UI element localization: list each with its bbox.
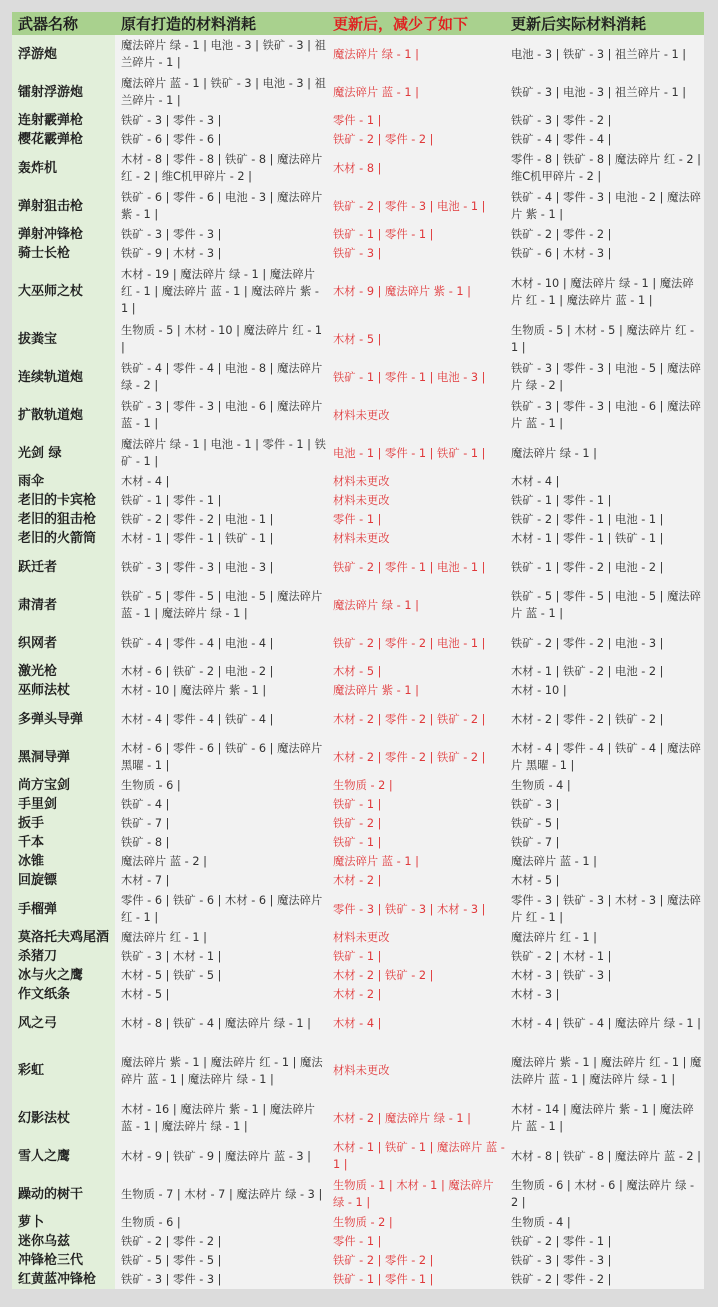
- actual-cost-cell: 木材 - 1 | 铁矿 - 2 | 电池 - 2 |: [511, 665, 664, 678]
- weapon-name-cell: 浮游炮: [12, 35, 115, 73]
- original-cost-cell: 铁矿 - 2 | 零件 - 2 |: [121, 1235, 222, 1248]
- reduced-amount-cell: 铁矿 - 1 |: [333, 836, 382, 849]
- actual-cost-cell: 电池 - 3 | 铁矿 - 3 | 祖兰碎片 - 1 |: [511, 47, 687, 61]
- reduced-amount-cell: 铁矿 - 2 | 零件 - 2 | 电池 - 1 |: [333, 636, 486, 650]
- weapon-name-cell: 肃清者: [12, 586, 115, 624]
- actual-cost-cell: 木材 - 10 |: [511, 684, 567, 697]
- table-row: [12, 548, 704, 586]
- table-row: [12, 852, 704, 871]
- original-cost-cell: 木材 - 8 | 铁矿 - 4 | 魔法碎片 绿 - 1 |: [121, 1016, 311, 1030]
- weapon-name-cell: 风之弓: [12, 1004, 115, 1042]
- weapon-name-cell: 莫洛托夫鸡尾酒: [12, 928, 115, 947]
- reduced-amount-cell: 生物质 - 2 |: [333, 779, 393, 792]
- original-cost-cell: 铁矿 - 8 |: [121, 836, 170, 849]
- original-cost-cell: 铁矿 - 4 | 零件 - 4 | 电池 - 4 |: [121, 636, 274, 650]
- table-row: [12, 871, 704, 890]
- actual-cost-cell: 铁矿 - 2 | 零件 - 2 | 电池 - 3 |: [511, 636, 664, 650]
- table-row: [12, 1175, 704, 1213]
- table-row: [12, 73, 704, 111]
- actual-cost-cell: 铁矿 - 3 | 电池 - 3 | 祖兰碎片 - 1 |: [511, 85, 687, 99]
- reduced-amount-cell: 魔法碎片 蓝 - 1 |: [333, 855, 419, 868]
- table-row: [12, 1270, 704, 1289]
- actual-cost-cell: 铁矿 - 5 |: [511, 817, 560, 830]
- table-row: [12, 814, 704, 833]
- original-cost-cell: 木材 - 1 | 零件 - 1 | 铁矿 - 1 |: [121, 532, 274, 545]
- reduced-amount-cell: 铁矿 - 1 | 零件 - 1 |: [333, 1273, 434, 1286]
- reduced-amount-cell: 魔法碎片 绿 - 1 |: [333, 47, 419, 61]
- actual-cost-cell: 生物质 - 6 | 木材 - 6 | 魔法碎片 绿 - 2 |: [511, 1179, 695, 1209]
- original-cost-cell: 木材 - 19 | 魔法碎片 绿 - 1 | 魔法碎片 红 - 1 | 魔法碎片 蓝 - 1 | 魔法碎片 紫 - 1 |: [121, 268, 319, 315]
- actual-cost-cell: 铁矿 - 3 | 零件 - 2 |: [511, 114, 612, 127]
- reduced-amount-cell: 铁矿 - 1 | 零件 - 1 | 电池 - 3 |: [333, 370, 486, 384]
- weapon-name-cell: 冰与火之鹰: [12, 966, 115, 985]
- weapon-name-cell: 杀猪刀: [12, 947, 115, 966]
- table-row: [12, 700, 704, 738]
- reduced-amount-cell: 木材 - 8 |: [333, 161, 382, 175]
- original-cost-cell: 铁矿 - 3 | 零件 - 3 |: [121, 1273, 222, 1286]
- actual-cost-cell: 铁矿 - 2 | 零件 - 1 | 电池 - 1 |: [511, 513, 664, 526]
- table-row: [12, 320, 704, 358]
- weapon-name-cell: 躁动的树干: [12, 1175, 115, 1213]
- actual-cost-cell: 生物质 - 4 |: [511, 779, 571, 792]
- table-row: [12, 472, 704, 491]
- weapon-name-cell: 镭射浮游炮: [12, 73, 115, 111]
- reduced-amount-cell: 铁矿 - 1 |: [333, 950, 382, 963]
- reduced-amount-cell: 铁矿 - 3 |: [333, 247, 382, 260]
- reduced-amount-cell: 木材 - 2 |: [333, 874, 382, 887]
- actual-cost-cell: 魔法碎片 蓝 - 1 |: [511, 855, 597, 868]
- reduced-amount-cell: 木材 - 2 | 铁矿 - 2 |: [333, 969, 434, 982]
- original-cost-cell: 木材 - 4 |: [121, 475, 170, 488]
- reduced-amount-cell: 铁矿 - 2 | 零件 - 1 | 电池 - 1 |: [333, 560, 486, 574]
- original-cost-cell: 铁矿 - 3 | 零件 - 3 |: [121, 228, 222, 241]
- table-row: [12, 130, 704, 149]
- table-body: [12, 35, 704, 1289]
- original-cost-cell: 木材 - 6 | 铁矿 - 2 | 电池 - 2 |: [121, 665, 274, 678]
- reduced-amount-cell: 铁矿 - 2 | 零件 - 3 | 电池 - 1 |: [333, 199, 486, 213]
- original-cost-cell: 生物质 - 6 |: [121, 779, 181, 792]
- table-row: [12, 1042, 704, 1099]
- actual-cost-cell: 零件 - 8 | 铁矿 - 8 | 魔法碎片 红 - 2 | 维C机甲碎片 - 2 |: [511, 153, 701, 183]
- weapon-name-cell: 光剑 绿: [12, 434, 115, 472]
- table-row: [12, 890, 704, 928]
- actual-cost-cell: 铁矿 - 7 |: [511, 836, 560, 849]
- actual-cost-cell: 木材 - 4 | 铁矿 - 4 | 魔法碎片 绿 - 1 |: [511, 1016, 701, 1030]
- table-row: [12, 795, 704, 814]
- weapon-name-cell: 冲锋枪三代: [12, 1251, 115, 1270]
- weapon-name-cell: 连射霰弹枪: [12, 111, 115, 130]
- table-row: [12, 1137, 704, 1175]
- table-row: [12, 833, 704, 852]
- table-row: [12, 1004, 704, 1042]
- table-row: [12, 434, 704, 472]
- actual-cost-cell: 铁矿 - 2 | 木材 - 1 |: [511, 950, 612, 963]
- weapon-name-cell: 雪人之鹰: [12, 1137, 115, 1175]
- reduced-amount-cell: 材料未更改: [333, 1064, 390, 1077]
- actual-cost-cell: 铁矿 - 2 | 零件 - 2 |: [511, 1273, 612, 1286]
- weapon-name-cell: 骑士长枪: [12, 244, 115, 263]
- weapon-name-cell: 迷你乌兹: [12, 1232, 115, 1251]
- original-cost-cell: 铁矿 - 3 | 零件 - 3 |: [121, 114, 222, 127]
- original-cost-cell: 魔法碎片 蓝 - 2 |: [121, 855, 207, 868]
- weapon-name-cell: 彩虹: [12, 1042, 115, 1099]
- actual-cost-cell: 铁矿 - 3 | 零件 - 3 | 电池 - 6 | 魔法碎片 蓝 - 1 |: [511, 400, 701, 430]
- reduced-amount-cell: 木材 - 2 | 零件 - 2 | 铁矿 - 2 |: [333, 750, 486, 764]
- reduced-amount-cell: 电池 - 1 | 零件 - 1 | 铁矿 - 1 |: [333, 446, 486, 460]
- header-reduced-amount: 更新后，减少了如下: [327, 12, 505, 35]
- actual-cost-cell: 魔法碎片 紫 - 1 | 魔法碎片 红 - 1 | 魔法碎片 蓝 - 1 | 魔法碎片 绿 - 1 |: [511, 1055, 702, 1086]
- header-original-cost: 原有打造的材料消耗: [115, 12, 327, 35]
- reduced-amount-cell: 魔法碎片 蓝 - 1 |: [333, 85, 419, 99]
- original-cost-cell: 木材 - 5 | 铁矿 - 5 |: [121, 969, 222, 982]
- weapon-name-cell: 手榴弹: [12, 890, 115, 928]
- reduced-amount-cell: 铁矿 - 2 | 零件 - 2 |: [333, 1254, 434, 1267]
- table-row: [12, 510, 704, 529]
- weapon-name-cell: 扳手: [12, 814, 115, 833]
- table-row: [12, 624, 704, 662]
- reduced-amount-cell: 生物质 - 2 |: [333, 1216, 393, 1229]
- actual-cost-cell: 铁矿 - 2 | 零件 - 2 |: [511, 228, 612, 241]
- weapon-name-cell: 巫师法杖: [12, 681, 115, 700]
- reduced-amount-cell: 铁矿 - 2 | 零件 - 2 |: [333, 133, 434, 146]
- reduced-amount-cell: 木材 - 4 |: [333, 1016, 382, 1030]
- weapon-name-cell: 冰锥: [12, 852, 115, 871]
- original-cost-cell: 铁矿 - 3 | 零件 - 3 | 电池 - 6 | 魔法碎片 蓝 - 1 |: [121, 400, 323, 430]
- table-row: [12, 529, 704, 548]
- original-cost-cell: 铁矿 - 6 | 零件 - 6 |: [121, 133, 222, 146]
- original-cost-cell: 铁矿 - 6 | 零件 - 6 | 电池 - 3 | 魔法碎片 紫 - 1 |: [121, 191, 323, 221]
- weapon-name-cell: 激光枪: [12, 662, 115, 681]
- table-row: [12, 149, 704, 187]
- actual-cost-cell: 生物质 - 5 | 木材 - 5 | 魔法碎片 红 - 1 |: [511, 324, 695, 354]
- actual-cost-cell: 铁矿 - 4 | 零件 - 4 |: [511, 133, 612, 146]
- reduced-amount-cell: 木材 - 5 |: [333, 665, 382, 678]
- original-cost-cell: 木材 - 5 |: [121, 988, 170, 1001]
- weapon-name-cell: 手里剑: [12, 795, 115, 814]
- original-cost-cell: 铁矿 - 3 | 木材 - 1 |: [121, 950, 222, 963]
- table-row: [12, 1213, 704, 1232]
- table-row: [12, 187, 704, 225]
- weapon-name-cell: 连续轨道炮: [12, 358, 115, 396]
- weapon-name-cell: 雨伞: [12, 472, 115, 491]
- reduced-amount-cell: 材料未更改: [333, 494, 390, 507]
- weapon-name-cell: 大巫师之杖: [12, 263, 115, 320]
- reduced-amount-cell: 材料未更改: [333, 931, 390, 944]
- original-cost-cell: 铁矿 - 5 | 零件 - 5 | 电池 - 5 | 魔法碎片 蓝 - 1 | 魔法碎片 绿 - 1 |: [121, 590, 323, 620]
- actual-cost-cell: 生物质 - 4 |: [511, 1216, 571, 1229]
- original-cost-cell: 木材 - 6 | 零件 - 6 | 铁矿 - 6 | 魔法碎片 黑曜 - 1 |: [121, 742, 323, 772]
- table-row: [12, 928, 704, 947]
- reduced-amount-cell: 材料未更改: [333, 532, 390, 545]
- reduced-amount-cell: 零件 - 1 |: [333, 1235, 382, 1248]
- original-cost-cell: 木材 - 9 | 铁矿 - 9 | 魔法碎片 蓝 - 3 |: [121, 1149, 311, 1163]
- table-row: [12, 1232, 704, 1251]
- weapon-name-cell: 樱花霰弹枪: [12, 130, 115, 149]
- reduced-amount-cell: 铁矿 - 1 |: [333, 798, 382, 811]
- weapon-name-cell: 老旧的卡宾枪: [12, 491, 115, 510]
- actual-cost-cell: 铁矿 - 4 | 零件 - 3 | 电池 - 2 | 魔法碎片 紫 - 1 |: [511, 191, 701, 221]
- weapon-name-cell: 萝卜: [12, 1213, 115, 1232]
- actual-cost-cell: 木材 - 3 |: [511, 988, 560, 1001]
- original-cost-cell: 铁矿 - 4 |: [121, 798, 170, 811]
- weapon-name-cell: 多弹头导弹: [12, 700, 115, 738]
- weapon-name-cell: 回旋镖: [12, 871, 115, 890]
- header-row: [12, 12, 704, 35]
- weapon-name-cell: 千本: [12, 833, 115, 852]
- original-cost-cell: 木材 - 7 |: [121, 874, 170, 887]
- actual-cost-cell: 木材 - 5 |: [511, 874, 560, 887]
- original-cost-cell: 木材 - 8 | 零件 - 8 | 铁矿 - 8 | 魔法碎片 红 - 2 | 维C机甲碎片 - 2 |: [121, 153, 323, 183]
- weapon-name-cell: 拔粪宝: [12, 320, 115, 358]
- original-cost-cell: 魔法碎片 红 - 1 |: [121, 931, 207, 944]
- table-row: [12, 396, 704, 434]
- actual-cost-cell: 铁矿 - 3 |: [511, 798, 560, 811]
- weapon-material-table: [12, 12, 704, 1289]
- actual-cost-cell: 铁矿 - 1 | 零件 - 1 |: [511, 494, 612, 507]
- original-cost-cell: 零件 - 6 | 铁矿 - 6 | 木材 - 6 | 魔法碎片 红 - 1 |: [121, 894, 323, 924]
- actual-cost-cell: 魔法碎片 红 - 1 |: [511, 931, 597, 944]
- actual-cost-cell: 铁矿 - 3 | 零件 - 3 |: [511, 1254, 612, 1267]
- original-cost-cell: 生物质 - 5 | 木材 - 10 | 魔法碎片 红 - 1 |: [121, 324, 323, 354]
- reduced-amount-cell: 魔法碎片 紫 - 1 |: [333, 684, 419, 697]
- table-row: [12, 1099, 704, 1137]
- table-row: [12, 244, 704, 263]
- actual-cost-cell: 木材 - 1 | 零件 - 1 | 铁矿 - 1 |: [511, 532, 664, 545]
- table-row: [12, 776, 704, 795]
- table-row: [12, 358, 704, 396]
- original-cost-cell: 木材 - 10 | 魔法碎片 紫 - 1 |: [121, 684, 267, 697]
- table-row: [12, 491, 704, 510]
- table-row: [12, 947, 704, 966]
- reduced-amount-cell: 魔法碎片 绿 - 1 |: [333, 598, 419, 612]
- reduced-amount-cell: 木材 - 2 | 零件 - 2 | 铁矿 - 2 |: [333, 712, 486, 726]
- actual-cost-cell: 木材 - 3 | 铁矿 - 3 |: [511, 969, 612, 982]
- actual-cost-cell: 木材 - 4 | 零件 - 4 | 铁矿 - 4 | 魔法碎片 黑曜 - 1 |: [511, 742, 701, 772]
- original-cost-cell: 铁矿 - 9 | 木材 - 3 |: [121, 247, 222, 260]
- original-cost-cell: 铁矿 - 3 | 零件 - 3 | 电池 - 3 |: [121, 560, 274, 574]
- original-cost-cell: 铁矿 - 1 | 零件 - 1 |: [121, 494, 222, 507]
- actual-cost-cell: 铁矿 - 2 | 零件 - 1 |: [511, 1235, 612, 1248]
- original-cost-cell: 铁矿 - 7 |: [121, 817, 170, 830]
- reduced-amount-cell: 生物质 - 1 | 木材 - 1 | 魔法碎片 绿 - 1 |: [333, 1179, 494, 1209]
- reduced-amount-cell: 木材 - 9 | 魔法碎片 紫 - 1 |: [333, 285, 471, 298]
- reduced-amount-cell: 零件 - 1 |: [333, 114, 382, 127]
- original-cost-cell: 铁矿 - 4 | 零件 - 4 | 电池 - 8 | 魔法碎片 绿 - 2 |: [121, 362, 323, 392]
- reduced-amount-cell: 铁矿 - 1 | 零件 - 1 |: [333, 228, 434, 241]
- weapon-name-cell: 老旧的火箭筒: [12, 529, 115, 548]
- original-cost-cell: 铁矿 - 2 | 零件 - 2 | 电池 - 1 |: [121, 513, 274, 526]
- weapon-name-cell: 织网者: [12, 624, 115, 662]
- reduced-amount-cell: 木材 - 5 |: [333, 332, 382, 346]
- weapon-name-cell: 弹射冲锋枪: [12, 225, 115, 244]
- weapon-name-cell: 幻影法杖: [12, 1099, 115, 1137]
- reduced-amount-cell: 零件 - 1 |: [333, 513, 382, 526]
- original-cost-cell: 铁矿 - 5 | 零件 - 5 |: [121, 1254, 222, 1267]
- weapon-name-cell: 跃迁者: [12, 548, 115, 586]
- actual-cost-cell: 铁矿 - 3 | 零件 - 3 | 电池 - 5 | 魔法碎片 绿 - 2 |: [511, 362, 701, 392]
- original-cost-cell: 魔法碎片 绿 - 1 | 电池 - 1 | 零件 - 1 | 铁矿 - 1 |: [121, 438, 326, 468]
- table-row: [12, 662, 704, 681]
- table-row: [12, 35, 704, 73]
- table-row: [12, 225, 704, 244]
- table-row: [12, 966, 704, 985]
- table-row: [12, 1251, 704, 1270]
- actual-cost-cell: 木材 - 8 | 铁矿 - 8 | 魔法碎片 蓝 - 2 |: [511, 1149, 701, 1163]
- actual-cost-cell: 铁矿 - 6 | 木材 - 3 |: [511, 247, 612, 260]
- original-cost-cell: 生物质 - 6 |: [121, 1216, 181, 1229]
- reduced-amount-cell: 铁矿 - 2 |: [333, 817, 382, 830]
- actual-cost-cell: 魔法碎片 绿 - 1 |: [511, 446, 597, 460]
- actual-cost-cell: 木材 - 2 | 零件 - 2 | 铁矿 - 2 |: [511, 712, 664, 726]
- table-row: [12, 681, 704, 700]
- table-row: [12, 586, 704, 624]
- actual-cost-cell: 零件 - 3 | 铁矿 - 3 | 木材 - 3 | 魔法碎片 红 - 1 |: [511, 894, 701, 924]
- reduced-amount-cell: 材料未更改: [333, 475, 390, 488]
- weapon-name-cell: 尚方宝剑: [12, 776, 115, 795]
- reduced-amount-cell: 材料未更改: [333, 408, 390, 422]
- original-cost-cell: 木材 - 4 | 零件 - 4 | 铁矿 - 4 |: [121, 712, 274, 726]
- actual-cost-cell: 铁矿 - 5 | 零件 - 5 | 电池 - 5 | 魔法碎片 蓝 - 1 |: [511, 590, 701, 620]
- weapon-name-cell: 作文纸条: [12, 985, 115, 1004]
- weapon-name-cell: 老旧的狙击枪: [12, 510, 115, 529]
- weapon-name-cell: 轰炸机: [12, 149, 115, 187]
- actual-cost-cell: 木材 - 14 | 魔法碎片 紫 - 1 | 魔法碎片 蓝 - 1 |: [511, 1103, 694, 1133]
- reduced-amount-cell: 木材 - 1 | 铁矿 - 1 | 魔法碎片 蓝 - 1 |: [333, 1141, 505, 1171]
- actual-cost-cell: 铁矿 - 1 | 零件 - 2 | 电池 - 2 |: [511, 560, 664, 574]
- original-cost-cell: 魔法碎片 绿 - 1 | 电池 - 3 | 铁矿 - 3 | 祖兰碎片 - 1 |: [121, 39, 326, 69]
- original-cost-cell: 生物质 - 7 | 木材 - 7 | 魔法碎片 绿 - 3 |: [121, 1187, 323, 1201]
- header-weapon-name: 武器名称: [12, 12, 115, 35]
- actual-cost-cell: 木材 - 10 | 魔法碎片 绿 - 1 | 魔法碎片 红 - 1 | 魔法碎片 蓝 - 1 |: [511, 276, 694, 307]
- weapon-name-cell: 扩散轨道炮: [12, 396, 115, 434]
- actual-cost-cell: 木材 - 4 |: [511, 475, 560, 488]
- table-row: [12, 985, 704, 1004]
- reduced-amount-cell: 木材 - 2 | 魔法碎片 绿 - 1 |: [333, 1111, 471, 1125]
- weapon-name-cell: 黑洞导弹: [12, 738, 115, 776]
- table-row: [12, 111, 704, 130]
- reduced-amount-cell: 零件 - 3 | 铁矿 - 3 | 木材 - 3 |: [333, 902, 486, 916]
- table-row: [12, 738, 704, 776]
- table-row: [12, 263, 704, 320]
- original-cost-cell: 魔法碎片 紫 - 1 | 魔法碎片 红 - 1 | 魔法碎片 蓝 - 1 | 魔法碎片 绿 - 1 |: [121, 1055, 323, 1086]
- header-actual-cost: 更新后实际材料消耗: [505, 12, 704, 35]
- weapon-name-cell: 红黄蓝冲锋枪: [12, 1270, 115, 1289]
- original-cost-cell: 魔法碎片 蓝 - 1 | 铁矿 - 3 | 电池 - 3 | 祖兰碎片 - 1 |: [121, 77, 326, 107]
- original-cost-cell: 木材 - 16 | 魔法碎片 紫 - 1 | 魔法碎片 蓝 - 1 | 魔法碎片 绿 - 1 |: [121, 1103, 315, 1133]
- weapon-name-cell: 弹射狙击枪: [12, 187, 115, 225]
- reduced-amount-cell: 木材 - 2 |: [333, 988, 382, 1001]
